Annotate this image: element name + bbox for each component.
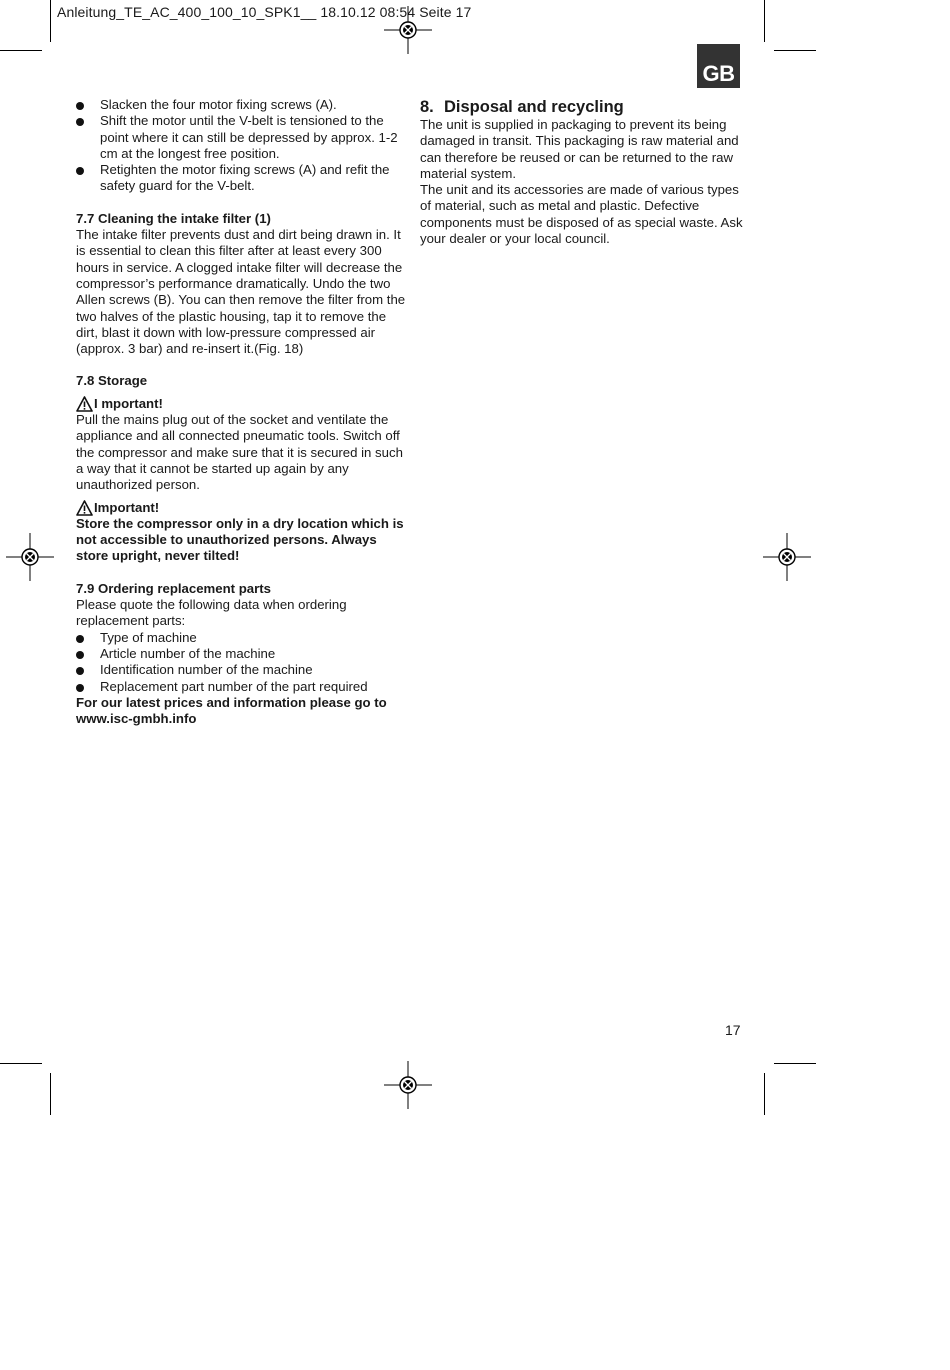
registration-mark-icon	[384, 1061, 432, 1109]
section-heading-7-8: 7.8 Storage	[76, 373, 148, 389]
print-slug-line: Anleitung_TE_AC_400_100_10_SPK1__ 18.10.12 08:54 Seite 17	[57, 4, 472, 20]
section-intro-7-9: Please quote the following data when ordering replacement parts:	[76, 597, 347, 629]
warning-label: I mportant!	[76, 396, 406, 412]
language-badge: GB	[697, 44, 740, 88]
list-item: Replacement part number of the part required	[76, 679, 406, 695]
section-heading-7-7: 7.7 Cleaning the intake filter (1)	[76, 210, 271, 226]
warning-triangle-icon	[76, 396, 93, 412]
list-item: Type of machine	[76, 630, 406, 646]
list-item: Article number of the machine	[76, 646, 406, 662]
warning-text-bold: Store the compressor only in a dry location which is not accessible to unauthorized persons. Always store upright, never tilted!	[76, 515, 404, 564]
registration-mark-icon	[384, 6, 432, 54]
left-column	[76, 97, 406, 727]
warning-text: Pull the mains plug out of the socket and ventilate the appliance and all connected pneumatic tools. Switch off the compressor and make sure that it is secured in such a way that it cannot be started up again by any unauthorized person.	[76, 412, 403, 493]
list-item: Slacken the four motor fixing screws (A).	[76, 97, 406, 113]
registration-mark-icon	[6, 533, 54, 581]
list-item: Shift the motor until the V-belt is tensioned to the point where it can still be depressed by approx. 1-2 cm at the longest free position.	[76, 113, 406, 162]
section-text-7-7: The intake filter prevents dust and dirt being drawn in. It is essential to clean this filter after at least every 300 hours in service. A clogged intake filter will decrease the compressor’s performance dramatically. Undo the two Allen screws (B). You can then remove the filter from the two halves of the plastic housing, tap it to remove the dirt, blast it down with low-pressure compressed air (approx. 3 bar) and re-insert it.(Fig. 18)	[76, 227, 406, 357]
disposal-paragraph-1: The unit is supplied in packaging to prevent its being damaged in transit. This packaging is raw material and can therefore be reused or can be returned to the raw material system.	[420, 117, 739, 181]
disposal-paragraph-2: The unit and its accessories are made of various types of material, such as metal and plastic. Defective components must be disposed of as special waste. Ask your dealer or your local council.	[420, 182, 743, 247]
section-number: 8.	[420, 98, 434, 116]
page-number: 17	[725, 1022, 741, 1038]
right-column	[420, 97, 750, 247]
registration-mark-icon	[763, 533, 811, 581]
warning-label: Important!	[76, 500, 406, 516]
section-title: Disposal and recycling	[444, 98, 624, 116]
replacement-data-list	[76, 630, 406, 695]
list-item: Identification number of the machine	[76, 662, 406, 678]
list-item: Retighten the motor fixing screws (A) and refit the safety guard for the V-belt.	[76, 162, 406, 195]
website-note: For our latest prices and information please go to www.isc-gmbh.info	[76, 694, 387, 727]
section-heading-7-9: 7.9 Ordering replacement parts	[76, 580, 271, 596]
warning-triangle-icon	[76, 500, 93, 516]
section-heading-8	[420, 97, 750, 117]
motor-steps-list	[76, 97, 406, 195]
